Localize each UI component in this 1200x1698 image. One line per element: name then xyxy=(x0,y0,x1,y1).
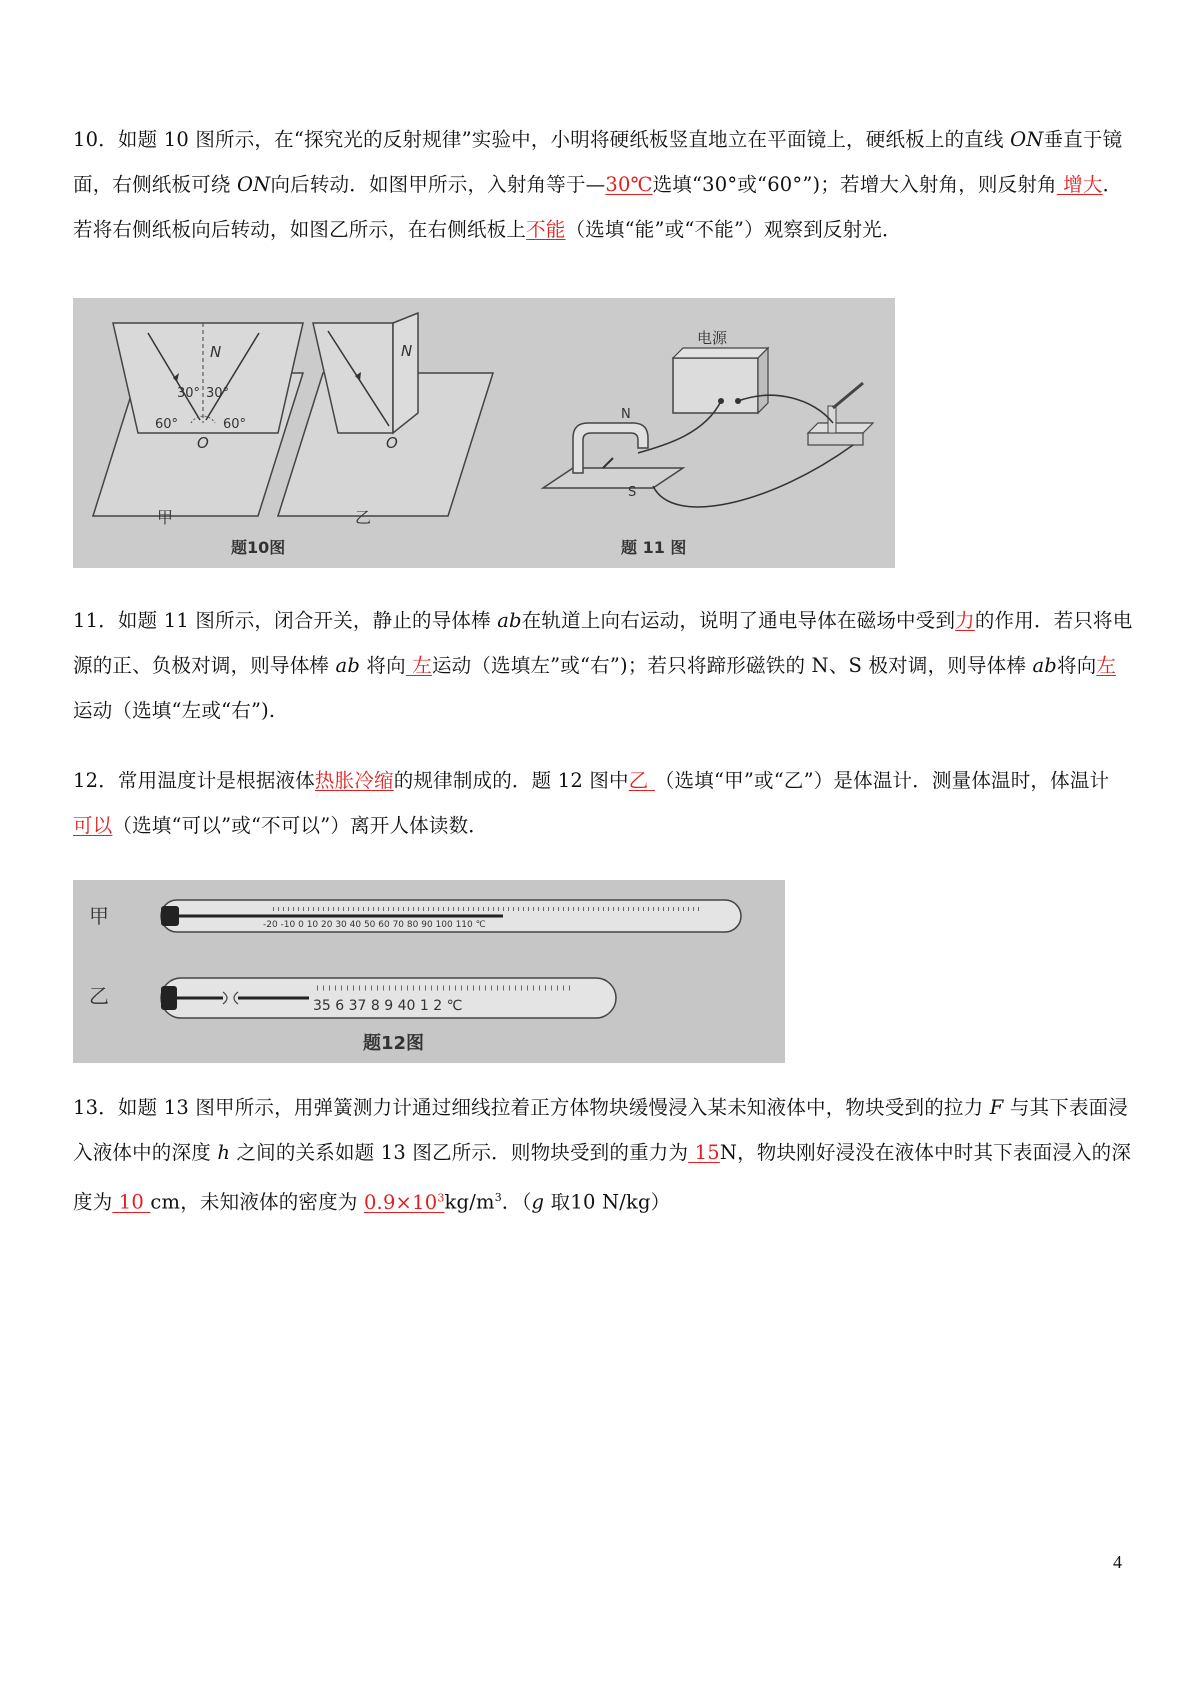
q13-text-4: N，物块刚好浸没在液体中时其下表面浸入的深度为 xyxy=(73,1141,1132,1214)
q10-answer-2: 增大 xyxy=(1056,173,1103,196)
q10-line-on: ON xyxy=(1010,128,1044,151)
question-12 xyxy=(73,758,1135,848)
page-number: 4 xyxy=(1113,1552,1122,1572)
q10-answer-3: 不能 xyxy=(526,218,566,241)
q12-answer-2: 乙 xyxy=(628,769,655,792)
caption-fig11: 题 11 图 xyxy=(621,538,687,557)
board-yi-right xyxy=(393,313,418,433)
q13-depth-h: h xyxy=(217,1141,231,1164)
question-11 xyxy=(73,598,1135,733)
q13-text-8: 取10 N/kg） xyxy=(544,1190,671,1214)
q11-answer-3: 左 xyxy=(1096,654,1117,677)
power-label: 电源 xyxy=(697,329,728,347)
q11-text-7: 运动（选填“左或“右”). xyxy=(73,699,276,722)
q13-unit: kg/m xyxy=(444,1190,495,1214)
angle-30-right: 30° xyxy=(206,386,230,401)
caption-fig12: 题12图 xyxy=(363,1033,425,1054)
q13-answer-2: 10 xyxy=(112,1190,151,1214)
question-12-text xyxy=(73,758,1135,848)
q10-text-1: 10．如题 10 图所示，在“探究光的反射规律”实验中，小明将硬纸板竖直地立在平面镜上，硬纸板上的直线 xyxy=(73,128,1011,151)
thermo-jia-label: 甲 xyxy=(89,904,109,928)
figure-10-11 xyxy=(73,298,895,568)
q13-text-3: 之间的关系如题 13 图乙所示．则物块受到的重力为 xyxy=(230,1141,689,1164)
q13-text-1: 13．如题 13 图甲所示，用弹簧测力计通过细线拉着正方体物块缓慢浸入某未知液体中，物块受到的拉力 xyxy=(73,1096,990,1119)
q13-answer-3-exponent: 3 xyxy=(437,1191,445,1204)
q10-text-4: 选填“30°或“60°”)；若增大入射角，则反射角 xyxy=(652,173,1057,196)
q12-text-3: （选填“甲”或“乙”）是体温计．测量体温时，体温计 xyxy=(654,769,1110,792)
q11-text-1: 11．如题 11 图所示，闭合开关，静止的导体棒 xyxy=(73,609,498,632)
q13-text-2: 与其下表面浸入液体中的深度 xyxy=(73,1096,1129,1164)
magnet-s-label: S xyxy=(628,485,637,500)
q10-text-3: 向后转动．如图甲所示，入射角等于— xyxy=(270,173,606,196)
q12-answer-1: 热胀冷缩 xyxy=(314,769,394,792)
q12-text-4: （选填“可以”或“不可以”）离开人体读数． xyxy=(112,814,488,837)
power-supply xyxy=(673,358,758,413)
q13-answer-3-base: 0.9×10 xyxy=(363,1190,438,1214)
figure-12 xyxy=(73,880,785,1063)
q10-text-6: （选填“能”或“不能”）观察到反射光． xyxy=(565,218,902,241)
thermometer-jia-bulb xyxy=(161,906,179,926)
thermo-yi-label: 乙 xyxy=(89,984,109,1008)
q13-unit-exponent: 3 xyxy=(494,1191,502,1204)
q13-text-7: ．（ xyxy=(501,1190,532,1214)
label-o-yi: O xyxy=(386,434,398,452)
q13-force-f: F xyxy=(989,1096,1004,1119)
question-13 xyxy=(73,1085,1135,1225)
q12-text-1: 12．常用温度计是根据液体 xyxy=(73,769,315,792)
angle-30-left: 30° xyxy=(177,386,201,401)
q11-rod-ab-3: ab xyxy=(1032,654,1057,677)
question-10-text xyxy=(73,117,1135,252)
question-13-text xyxy=(73,1085,1135,1225)
question-10 xyxy=(73,117,1135,252)
q10-text-5: ．若将右侧纸板向后转动，如图乙所示，在右侧纸板上 xyxy=(73,173,1123,241)
thermometer-yi-bulb xyxy=(161,986,177,1010)
q11-answer-2: 左 xyxy=(405,654,432,677)
q11-answer-1: 力 xyxy=(955,609,975,632)
q10-answer-1: 30℃ xyxy=(605,173,653,196)
figure-10-11-drawing xyxy=(73,298,895,568)
power-supply-side xyxy=(758,348,768,413)
q12-answer-3: 可以 xyxy=(73,814,113,837)
label-n-yi: N xyxy=(401,342,413,360)
q11-text-3: 的作用．若只将电源的正、负极对调，则导体棒 xyxy=(73,609,1133,677)
question-11-text xyxy=(73,598,1135,733)
label-o-jia: O xyxy=(197,434,209,452)
q11-text-2: 在轨道上向右运动，说明了通电导体在磁场中受到 xyxy=(521,609,956,632)
q13-gravity-g: g xyxy=(531,1190,545,1214)
figure-12-drawing xyxy=(73,880,785,1063)
thermometer-jia-scale: -20 -10 0 10 20 30 40 50 60 70 80 90 100 110 ℃ xyxy=(263,920,486,930)
thermometer-yi-scale: 35 6 37 8 9 40 1 2 ℃ xyxy=(313,998,463,1014)
label-jia: 甲 xyxy=(157,508,174,527)
q11-text-5: 运动（选填左”或“右”)；若只将蹄形磁铁的 N、S 极对调，则导体棒 xyxy=(431,654,1033,677)
q10-text-2: 垂直于镜面，右侧纸板可绕 xyxy=(73,128,1123,196)
q12-text-2: 的规律制成的．题 12 图中 xyxy=(393,769,629,792)
q13-answer-3 xyxy=(364,1191,445,1214)
power-supply-top xyxy=(673,348,768,358)
q13-answer-1: 15 xyxy=(688,1141,720,1164)
switch-base-top xyxy=(808,423,873,433)
q11-rod-ab: ab xyxy=(497,609,522,632)
label-n: N xyxy=(210,343,222,361)
caption-fig10: 题10图 xyxy=(231,538,286,557)
q10-line-on-2: ON xyxy=(237,173,271,196)
q11-text-6: 将向 xyxy=(1057,654,1097,677)
q13-text-5: cm，未知液体的密度为 xyxy=(150,1190,364,1214)
magnet-n-label: N xyxy=(621,407,631,422)
q11-text-4: 将向 xyxy=(360,654,406,677)
switch-base xyxy=(808,433,863,445)
q11-rod-ab-2: ab xyxy=(335,654,361,677)
angle-60-left: 60° xyxy=(155,417,179,432)
label-yi: 乙 xyxy=(355,508,372,527)
angle-60-right: 60° xyxy=(223,417,247,432)
